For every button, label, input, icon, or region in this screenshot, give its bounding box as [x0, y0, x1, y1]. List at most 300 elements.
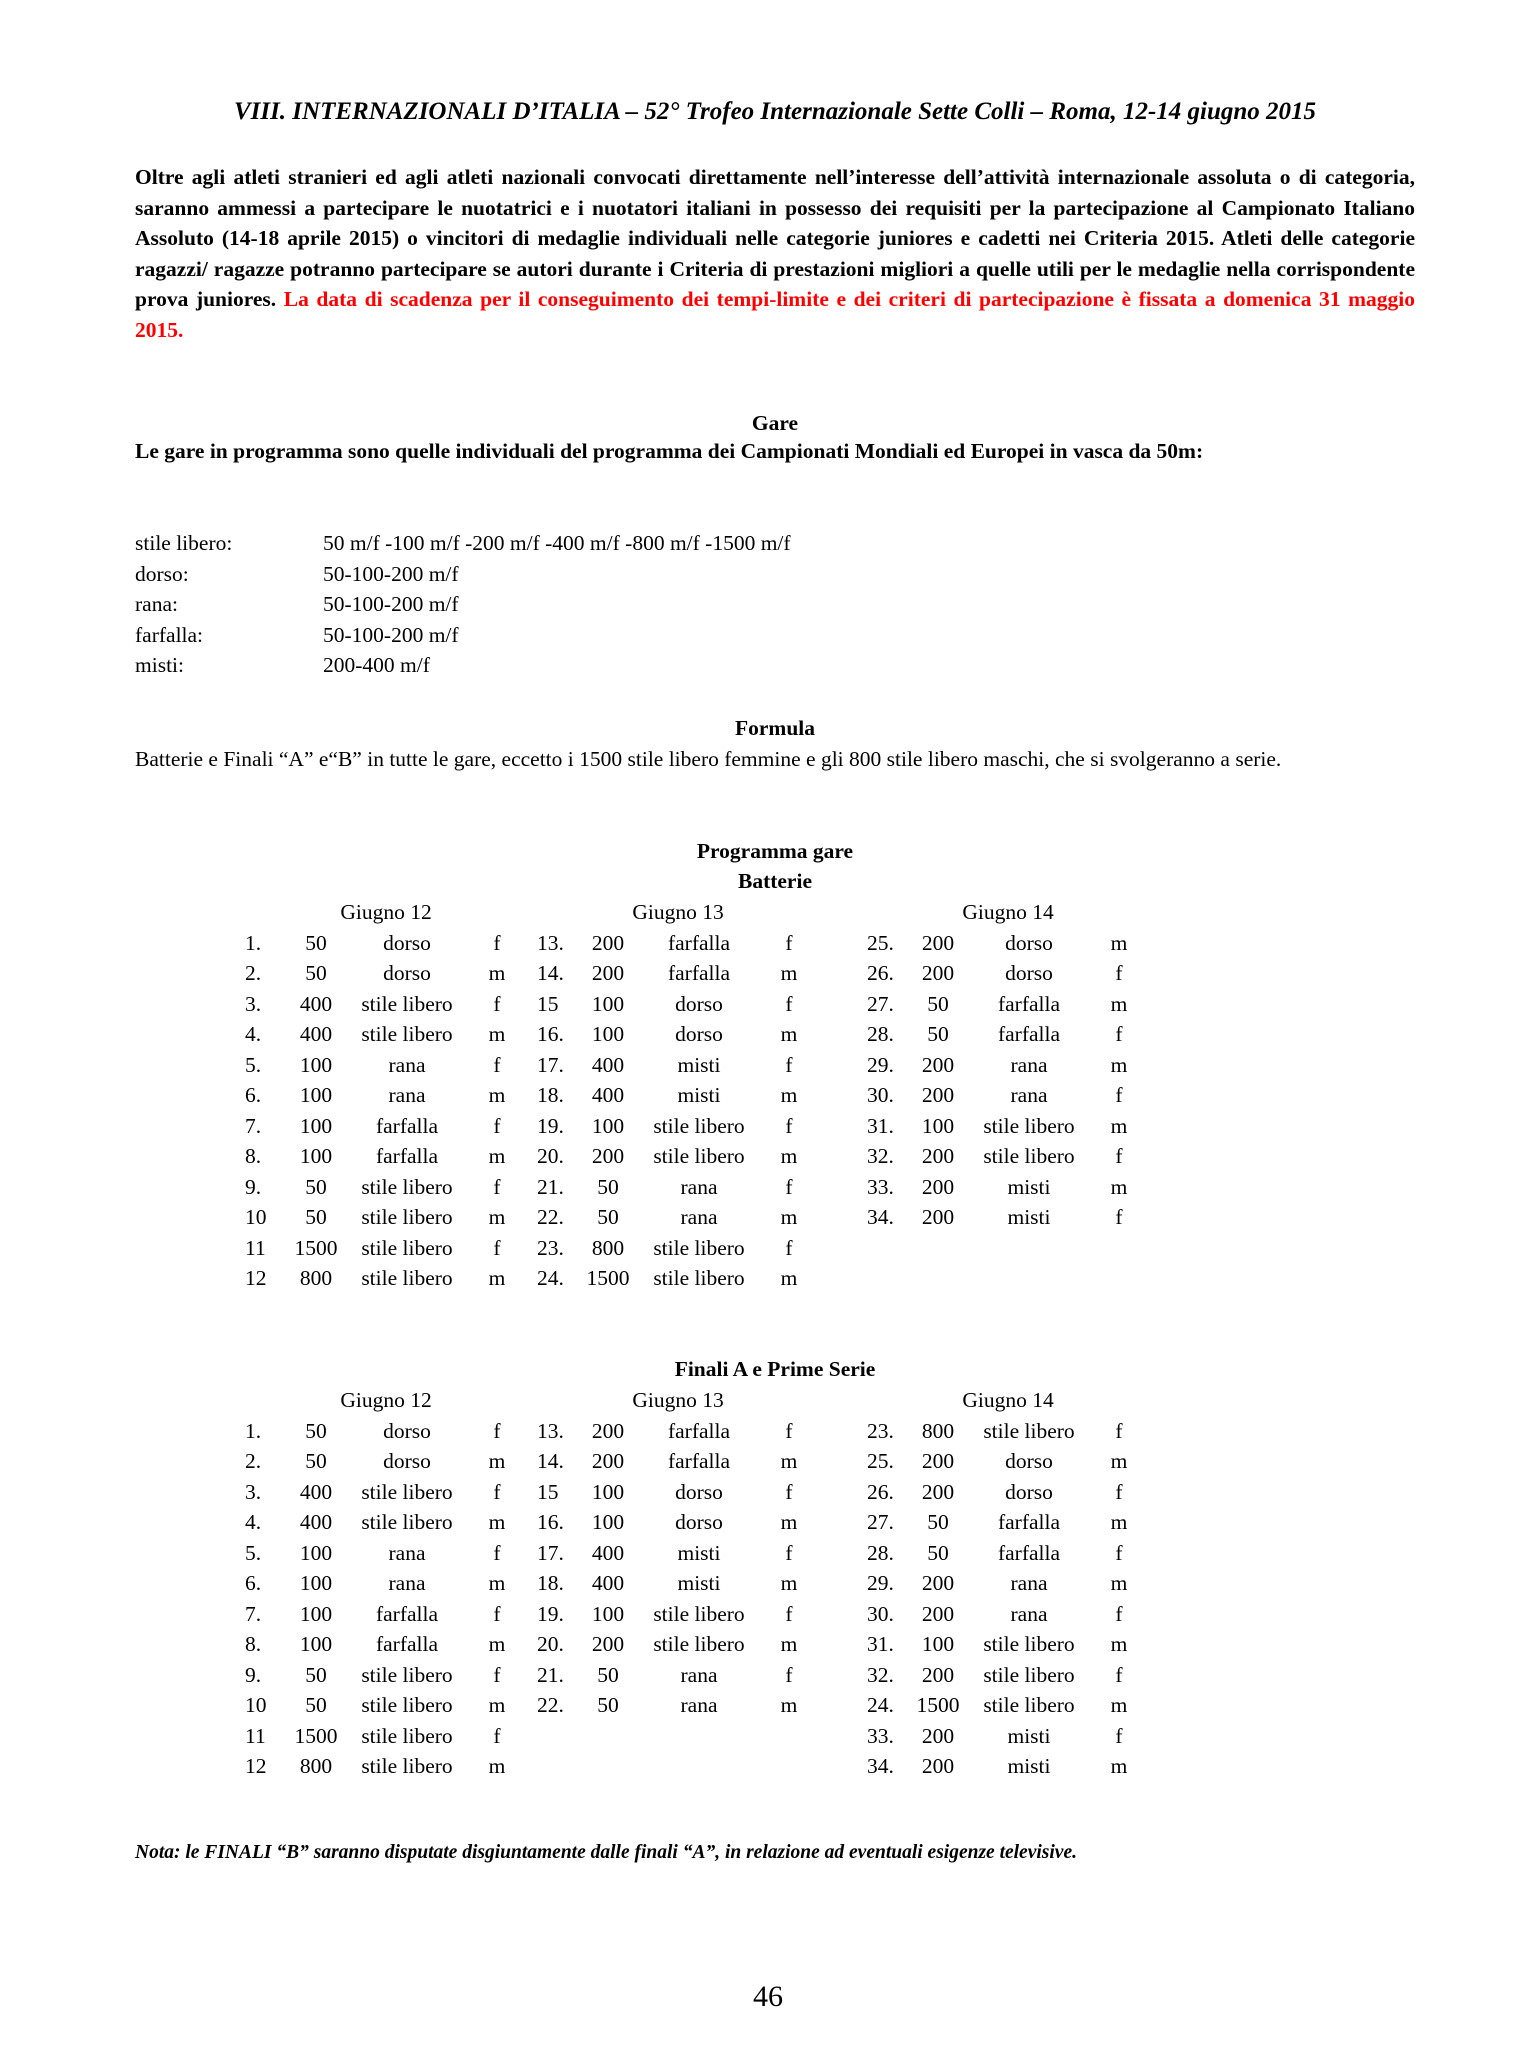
race-style: misti [677, 1540, 721, 1565]
column-gap [819, 1172, 867, 1203]
race-gender: m [488, 1510, 506, 1534]
race-style: misti [677, 1052, 721, 1077]
race-distance: 400 [591, 1571, 625, 1595]
column-gap [819, 1721, 867, 1752]
formula-text: Batterie e Finali “A” e“B” in tutte le gare, eccetto i 1500 stile libero femmine e gli 800 stile libero maschi, che si svolgeranno a serie. [135, 747, 1282, 771]
race-distance: 1500 [294, 1235, 338, 1260]
day-header: Giugno 14 [962, 1388, 1054, 1412]
race-number: 27. [867, 1510, 894, 1534]
race-number: 7. [245, 1113, 262, 1138]
table-row [245, 1568, 1149, 1599]
race-distance: 50 [305, 961, 327, 985]
race-gender: m [780, 1266, 798, 1290]
race-gender: f [1115, 1723, 1123, 1748]
finali-table [245, 1385, 1149, 1782]
race-number: 5. [245, 1052, 262, 1077]
race-gender: m [1110, 991, 1128, 1016]
race-number: 24. [867, 1693, 894, 1717]
race-number: 11 [245, 1235, 266, 1260]
race-number: 18. [537, 1571, 564, 1595]
table-row [245, 958, 1149, 989]
table-row [245, 1111, 1149, 1142]
race-number: 12 [245, 1266, 267, 1290]
race-distance: 50 [305, 1449, 327, 1473]
race-number: 20. [537, 1144, 564, 1168]
column-gap [819, 1233, 867, 1264]
race-number: 4. [245, 1022, 262, 1046]
race-gender: m [780, 1205, 798, 1229]
race-gender: m [780, 1510, 798, 1534]
event-row [135, 620, 791, 651]
race-gender: f [493, 1174, 501, 1199]
race-distance: 200 [591, 930, 625, 955]
race-number: 33. [867, 1174, 894, 1199]
table-row [245, 1660, 1149, 1691]
column-gap [527, 1507, 537, 1538]
race-distance: 200 [921, 1174, 955, 1199]
race-gender: m [488, 1693, 506, 1717]
race-gender: f [493, 1601, 501, 1626]
race-distance: 800 [299, 1266, 333, 1290]
race-style: dorso [383, 1418, 431, 1443]
race-style: stile libero [361, 1174, 453, 1199]
race-distance: 100 [591, 1113, 625, 1138]
race-style: stile libero [361, 1510, 453, 1534]
race-number: 13. [537, 930, 564, 955]
race-gender: f [1115, 1022, 1123, 1046]
race-gender: f [785, 991, 793, 1016]
table-row [245, 1080, 1149, 1111]
race-style: dorso [1005, 1479, 1053, 1504]
table-row [245, 1019, 1149, 1050]
race-gender: m [1110, 1571, 1128, 1595]
race-distance [907, 1233, 969, 1264]
race-style: misti [1007, 1174, 1051, 1199]
race-gender [1089, 1263, 1149, 1294]
race-distance: 50 [305, 1418, 327, 1443]
race-distance: 200 [591, 1418, 625, 1443]
deadline-text: La data di scadenza per il conseguimento dei tempi-limite e dei criteri di partecipazione è fissata a domenica 31 maggio 2015. [135, 287, 1415, 342]
race-distance: 50 [597, 1205, 619, 1229]
column-gap [527, 1233, 537, 1264]
race-distance: 100 [591, 1479, 625, 1504]
race-gender: m [1110, 1052, 1128, 1077]
race-distance: 1500 [294, 1723, 338, 1748]
race-number: 16. [537, 1022, 564, 1046]
race-gender [759, 1751, 819, 1782]
batterie-table [245, 897, 1149, 1294]
race-gender: f [785, 930, 793, 955]
race-gender: f [785, 1418, 793, 1443]
column-gap [819, 1751, 867, 1782]
race-number: 15 [537, 1479, 559, 1504]
race-gender: f [493, 930, 501, 955]
column-gap [527, 1019, 537, 1050]
race-style: farfalla [997, 1022, 1061, 1046]
race-number: 33. [867, 1723, 894, 1748]
race-number [867, 1263, 907, 1294]
race-style: misti [677, 1083, 721, 1107]
day-header: Giugno 14 [962, 900, 1054, 924]
table-row [245, 989, 1149, 1020]
race-style: rana [388, 1540, 426, 1565]
table-row [245, 1446, 1149, 1477]
column-gap [819, 1050, 867, 1081]
race-style [969, 1263, 1089, 1294]
race-number: 25. [867, 930, 894, 955]
race-distance: 1500 [586, 1266, 630, 1290]
day-header-row [245, 897, 1149, 928]
table-row [245, 1050, 1149, 1081]
race-distance: 50 [597, 1693, 619, 1717]
race-gender: f [785, 1235, 793, 1260]
race-style: farfalla [997, 991, 1061, 1016]
race-number: 5. [245, 1540, 262, 1565]
race-gender: f [493, 1662, 501, 1687]
race-number: 8. [245, 1144, 262, 1168]
table-row [245, 1202, 1149, 1233]
column-gap [527, 1263, 537, 1294]
race-number: 21. [537, 1174, 564, 1199]
race-gender: f [785, 1601, 793, 1626]
race-number: 29. [867, 1052, 894, 1077]
event-distances: 50-100-200 m/f [323, 622, 459, 647]
race-distance: 200 [591, 1449, 625, 1473]
event-style: misti: [135, 653, 184, 677]
race-distance: 400 [299, 1022, 333, 1046]
column-gap [819, 1538, 867, 1569]
race-style: dorso [1005, 961, 1053, 985]
race-style: rana [388, 1571, 426, 1595]
table-row [245, 1721, 1149, 1752]
race-number: 8. [245, 1632, 262, 1656]
race-number: 23. [867, 1418, 894, 1443]
race-number: 9. [245, 1662, 262, 1687]
race-distance: 100 [299, 1632, 333, 1656]
column-gap [527, 1721, 537, 1752]
event-distances: 50-100-200 m/f [323, 561, 459, 586]
race-number: 3. [245, 991, 262, 1016]
race-number: 34. [867, 1754, 894, 1778]
race-number: 6. [245, 1571, 262, 1595]
race-gender: f [1115, 961, 1123, 985]
race-distance: 200 [921, 930, 955, 955]
race-number: 26. [867, 1479, 894, 1504]
race-distance: 200 [591, 1144, 625, 1168]
race-distance: 50 [305, 1205, 327, 1229]
column-gap [527, 1629, 537, 1660]
race-distance: 400 [299, 1510, 333, 1534]
race-style: rana [680, 1174, 718, 1199]
race-distance [907, 1263, 969, 1294]
column-gap [527, 1690, 537, 1721]
race-style: rana [1010, 1052, 1048, 1077]
race-style: farfalla [997, 1510, 1061, 1534]
race-style: farfalla [375, 1601, 439, 1626]
race-distance: 200 [921, 1479, 955, 1504]
race-style: rana [680, 1693, 718, 1717]
event-distances: 50-100-200 m/f [323, 592, 459, 616]
race-gender: m [1110, 1754, 1128, 1778]
race-distance: 100 [591, 1601, 625, 1626]
race-gender [1089, 1233, 1149, 1264]
finali-heading: Finali A e Prime Serie [674, 1357, 876, 1381]
race-gender: f [1115, 1479, 1123, 1504]
race-distance: 200 [921, 1723, 955, 1748]
race-gender: m [488, 1266, 506, 1290]
race-style: rana [388, 1083, 426, 1107]
table-row [245, 1690, 1149, 1721]
race-style: dorso [383, 1449, 431, 1473]
race-style: stile libero [653, 1113, 745, 1138]
race-gender: m [780, 961, 798, 985]
race-gender: m [1110, 1113, 1128, 1138]
table-row [245, 1233, 1149, 1264]
column-gap [527, 1080, 537, 1111]
race-distance [577, 1721, 639, 1752]
race-style: stile libero [983, 1632, 1075, 1656]
day-header-row [245, 1385, 1149, 1416]
race-distance: 200 [921, 1083, 955, 1107]
race-gender: m [780, 1632, 798, 1656]
race-number: 1. [245, 1418, 262, 1443]
race-gender: m [780, 1571, 798, 1595]
race-gender: f [493, 1113, 501, 1138]
race-distance: 200 [591, 1632, 625, 1656]
table-row [245, 1538, 1149, 1569]
column-gap [527, 1751, 537, 1782]
race-number: 21. [537, 1662, 564, 1687]
column-gap [819, 1568, 867, 1599]
race-gender: f [493, 1479, 501, 1504]
race-gender: f [1115, 1418, 1123, 1443]
race-style: stile libero [653, 1601, 745, 1626]
race-number: 31. [867, 1113, 894, 1138]
column-gap [527, 1599, 537, 1630]
race-distance: 800 [591, 1235, 625, 1260]
column-gap [819, 1690, 867, 1721]
event-style: dorso: [135, 561, 189, 586]
race-gender: m [488, 1632, 506, 1656]
race-distance: 200 [921, 1754, 955, 1778]
column-gap [819, 1477, 867, 1508]
race-distance: 200 [921, 1601, 955, 1626]
race-gender: m [1110, 1174, 1128, 1199]
column-gap [527, 1568, 537, 1599]
race-style: misti [1007, 1754, 1051, 1778]
race-gender: m [1110, 1510, 1128, 1534]
race-style: farfalla [997, 1540, 1061, 1565]
race-style: stile libero [653, 1266, 745, 1290]
race-distance: 200 [921, 1662, 955, 1687]
race-distance: 100 [299, 1571, 333, 1595]
event-row [135, 589, 791, 620]
race-distance: 100 [299, 1083, 333, 1107]
race-number: 19. [537, 1113, 564, 1138]
column-gap [527, 1538, 537, 1569]
column-gap [527, 1477, 537, 1508]
column-gap [527, 1416, 537, 1447]
race-style: rana [680, 1662, 718, 1687]
race-distance: 100 [299, 1540, 333, 1565]
race-number: 25. [867, 1449, 894, 1473]
race-gender: m [488, 1205, 506, 1229]
race-number: 27. [867, 991, 894, 1016]
race-distance: 200 [921, 1052, 955, 1077]
race-gender: m [1110, 1632, 1128, 1656]
column-gap [819, 1599, 867, 1630]
race-number: 14. [537, 1449, 564, 1473]
column-gap [819, 1202, 867, 1233]
race-gender: f [493, 1723, 501, 1748]
race-distance: 200 [921, 1205, 955, 1229]
race-number: 31. [867, 1632, 894, 1656]
race-distance: 400 [299, 1479, 333, 1504]
race-distance: 100 [299, 1113, 333, 1138]
table-row [245, 1172, 1149, 1203]
race-number: 10 [245, 1693, 267, 1717]
race-style: rana [1010, 1083, 1048, 1107]
race-gender: m [488, 1083, 506, 1107]
column-gap [819, 989, 867, 1020]
race-style: stile libero [983, 1418, 1075, 1443]
race-distance: 50 [305, 1174, 327, 1199]
table-row [245, 1141, 1149, 1172]
race-style: stile libero [361, 1205, 453, 1229]
intro-paragraph [135, 162, 1415, 345]
race-gender: f [785, 1540, 793, 1565]
race-number: 14. [537, 961, 564, 985]
race-style: stile libero [361, 1754, 453, 1778]
footnote: Nota: le FINALI “B” saranno disputate disgiuntamente dalle finali “A”, in relazione ad eventuali esigenze televisive. [135, 1842, 1077, 1863]
race-style: rana [680, 1205, 718, 1229]
table-row [245, 1751, 1149, 1782]
race-gender: f [1115, 1083, 1123, 1107]
column-gap [819, 1446, 867, 1477]
gare-intro: Le gare in programma sono quelle individuali del programma dei Campionati Mondiali ed Europei in vasca da 50m: [135, 439, 1204, 463]
column-gap [819, 897, 867, 928]
race-style: misti [677, 1571, 721, 1595]
race-number: 29. [867, 1571, 894, 1595]
event-style: rana: [135, 592, 178, 616]
race-style: farfalla [667, 1449, 731, 1473]
race-style: stile libero [361, 1479, 453, 1504]
race-style: stile libero [653, 1235, 745, 1260]
table-row [245, 1477, 1149, 1508]
column-gap [819, 1416, 867, 1447]
column-gap [527, 1141, 537, 1172]
race-number [867, 1233, 907, 1264]
race-style [639, 1721, 759, 1752]
race-style: dorso [383, 961, 431, 985]
race-number: 15 [537, 991, 559, 1016]
race-number: 28. [867, 1022, 894, 1046]
race-gender: f [785, 1662, 793, 1687]
column-gap [819, 958, 867, 989]
race-style: rana [1010, 1601, 1048, 1626]
race-number: 19. [537, 1601, 564, 1626]
race-gender: m [488, 1022, 506, 1046]
race-distance: 200 [591, 961, 625, 985]
race-gender: f [785, 1479, 793, 1504]
event-row [135, 528, 791, 559]
race-style: stile libero [361, 1022, 453, 1046]
race-style: misti [1007, 1205, 1051, 1229]
race-number [537, 1751, 577, 1782]
race-gender: f [493, 991, 501, 1016]
batterie-heading: Batterie [737, 869, 812, 893]
race-style: farfalla [667, 1418, 731, 1443]
race-distance: 50 [597, 1174, 619, 1199]
race-distance: 50 [305, 1693, 327, 1717]
race-style: farfalla [375, 1632, 439, 1656]
race-gender: m [1110, 1449, 1128, 1473]
race-number: 2. [245, 1449, 262, 1473]
race-gender: f [493, 1418, 501, 1443]
event-row [135, 650, 791, 681]
race-number: 16. [537, 1510, 564, 1534]
race-distance: 400 [591, 1052, 625, 1077]
race-distance: 50 [927, 1022, 949, 1046]
race-gender: f [1115, 1601, 1123, 1626]
page-number: 46 [753, 1980, 783, 2013]
column-gap [819, 928, 867, 959]
race-style: stile libero [983, 1144, 1075, 1168]
race-distance: 50 [305, 1662, 327, 1687]
race-style: farfalla [375, 1113, 439, 1138]
race-gender: f [785, 1052, 793, 1077]
race-number: 2. [245, 961, 262, 985]
race-distance: 800 [299, 1754, 333, 1778]
race-distance: 400 [591, 1083, 625, 1107]
race-gender: m [488, 1449, 506, 1473]
race-distance: 800 [921, 1418, 955, 1443]
race-distance: 200 [921, 961, 955, 985]
column-gap [527, 1172, 537, 1203]
race-distance: 400 [591, 1540, 625, 1565]
column-gap [819, 1111, 867, 1142]
race-style: stile libero [653, 1632, 745, 1656]
race-style: stile libero [361, 1723, 453, 1748]
race-number: 30. [867, 1083, 894, 1107]
race-style: rana [388, 1052, 426, 1077]
race-number: 30. [867, 1601, 894, 1626]
race-distance: 1500 [916, 1693, 960, 1717]
race-style: dorso [675, 1510, 723, 1534]
race-style: misti [1007, 1723, 1051, 1748]
race-distance: 50 [927, 991, 949, 1016]
column-gap [819, 1660, 867, 1691]
race-distance [577, 1751, 639, 1782]
race-gender: m [488, 1144, 506, 1168]
race-distance: 50 [927, 1540, 949, 1565]
race-distance: 100 [591, 1022, 625, 1046]
day-header: Giugno 12 [340, 900, 432, 924]
gare-heading: Gare [751, 411, 799, 435]
race-gender: m [780, 1693, 798, 1717]
column-gap [527, 989, 537, 1020]
race-style [639, 1751, 759, 1782]
table-row [245, 1629, 1149, 1660]
column-gap [527, 1446, 537, 1477]
race-gender [759, 1721, 819, 1752]
race-distance: 100 [921, 1113, 955, 1138]
race-distance: 100 [299, 1052, 333, 1077]
table-row [245, 1599, 1149, 1630]
day-header: Giugno 12 [340, 1388, 432, 1412]
table-row [245, 1263, 1149, 1294]
formula-heading: Formula [734, 716, 816, 740]
